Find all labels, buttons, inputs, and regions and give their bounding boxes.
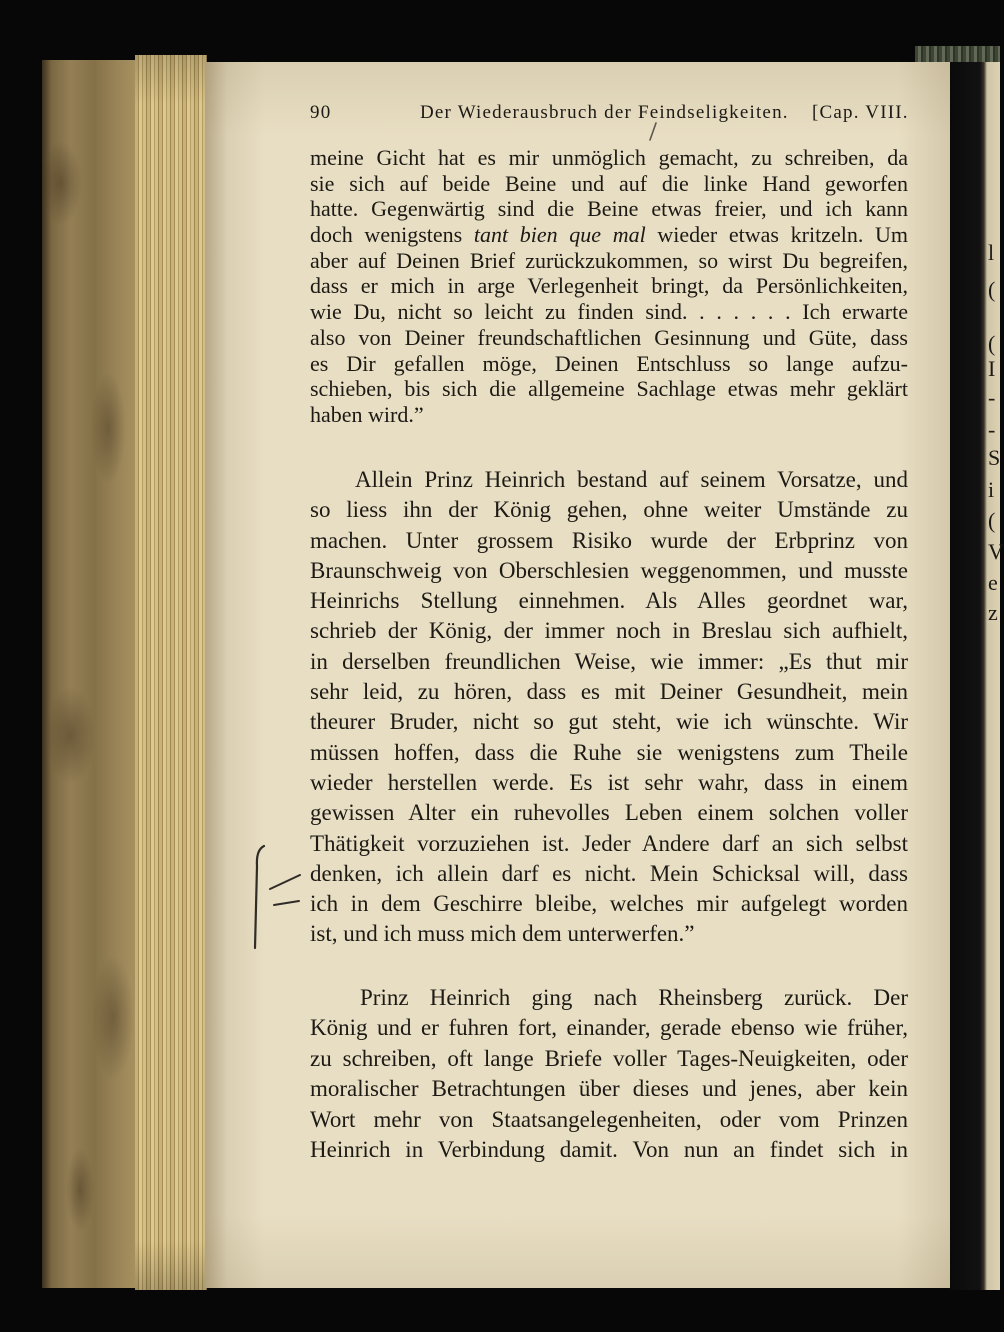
next-page-fragment: ( (988, 277, 996, 302)
text-line (310, 222, 908, 248)
text-line: Wort mehr von Staatsangelegenheiten, oder vom Prinzen (310, 1106, 908, 1132)
text-line: schrieb der König, der immer noch in Breslau sich aufhielt, (310, 618, 908, 644)
text-line: moralischer Betrachtungen über dieses und jenes, aber kein (310, 1076, 908, 1102)
text-line: Heinrich in Verbindung damit. Von nun an findet sich in (310, 1136, 908, 1162)
text-line: machen. Unter grossem Risiko wurde der Erbprinz von (310, 527, 908, 553)
text-line: Prinz Heinrich ging nach Rheinsberg zurück. Der (360, 985, 908, 1010)
text-line: ist, und ich muss mich dem unterwerfen.” (310, 921, 695, 947)
next-page-fragment: - (988, 417, 996, 442)
text-line: also von Deiner freundschaftlichen Gesinnung und Güte, dass (310, 324, 908, 350)
text-line: Allein Prinz Heinrich bestand auf seinem Vorsatze, und (355, 467, 908, 492)
text-line: Thätigkeit vorzuziehen ist. Jeder Andere darf an sich selbst (310, 830, 908, 856)
page-edges-stack (135, 55, 207, 1290)
text-line: haben wird.” (310, 401, 424, 427)
text-line: hatte. Gegenwärtig sind die Beine etwas freier, und ich kann (310, 196, 908, 222)
chapter-label: [Cap. VIII. (812, 102, 909, 123)
next-page-fragment: S (988, 445, 1001, 470)
text-line: es Dir gefallen möge, Deinen Entschluss so lange aufzu- (310, 350, 908, 376)
text-line: sie sich auf beide Beine und auf die linke Hand geworfen (310, 170, 908, 196)
text-line: aber auf Deinen Brief zurückzukommen, so wirst Du begreifen, (310, 247, 908, 273)
next-page-fragment: e (988, 570, 998, 595)
text-segment: wieder etwas kritzeln. Um (645, 222, 909, 248)
text-line: Braunschweig von Oberschlesien weggenommen, und musste (310, 557, 908, 583)
text-line: sehr leid, zu hören, dass es mit Deiner Gesundheit, mein (310, 679, 908, 705)
next-page-fragment: I (988, 356, 996, 381)
page-number: 90 (310, 102, 332, 123)
running-header (0, 100, 1000, 126)
paragraph-body (310, 983, 908, 1165)
text-line: Heinrichs Stellung einnehmen. Als Alles geordnet war, (310, 588, 908, 614)
text-line: König und er fuhren fort, einander, gerade ebenso wie früher, (310, 1015, 908, 1041)
text-line: müssen hoffen, dass die Ruhe sie wenigstens zum Theile (310, 739, 908, 765)
text-line: schieben, bis sich die allgemeine Sachlage etwas mehr geklärt (310, 376, 908, 402)
text-segment: doch wenigstens (310, 222, 474, 248)
next-page-fragment: ( (988, 508, 996, 533)
text-line: ich in dem Geschirre bleibe, welches mir aufgelegt worden (310, 891, 908, 917)
book-cover-edge (42, 60, 137, 1288)
paragraph-body (310, 465, 908, 950)
running-title: Der Wiederausbruch der Feindseligkeiten. (420, 102, 789, 123)
next-page-fragment: i (988, 477, 995, 502)
next-page-fragment: l (988, 240, 995, 265)
next-page-fragment: z (988, 600, 998, 625)
next-page-fragment: ( (988, 331, 996, 356)
text-line: denken, ich allein darf es nicht. Mein Schicksal will, dass (310, 860, 908, 886)
text-line: gewissen Alter ein ruhevolles Leben einem solchen voller (310, 800, 908, 826)
text-line: theurer Bruder, nicht so gut steht, wie ich wünschte. Wir (310, 709, 908, 735)
paragraph-letter-quote (310, 145, 908, 428)
text-line: so liess ihn der König gehen, ohne weiter Umstände zu (310, 497, 908, 523)
italic-phrase: tant bien que mal (473, 222, 646, 248)
text-line: zu schreiben, oft lange Briefe voller Tages-Neuigkeiten, oder (310, 1045, 908, 1071)
next-page-fragment: - (988, 385, 996, 410)
text-line: dass er mich in arge Verlegenheit bringt, da Persönlichkeiten, (310, 273, 908, 299)
text-line: in derselben freundlichen Weise, wie immer: „Es thut mir (310, 648, 908, 674)
text-line: wieder herstellen werde. Es ist sehr wahr, dass in einem (310, 769, 908, 795)
next-page-fragment: V (988, 539, 1004, 564)
text-line: wie Du, nicht so leicht zu finden sind. . . . . . . Ich erwarte (310, 299, 908, 325)
text-line: meine Gicht hat es mir unmöglich gemacht, zu schreiben, da (310, 145, 908, 170)
